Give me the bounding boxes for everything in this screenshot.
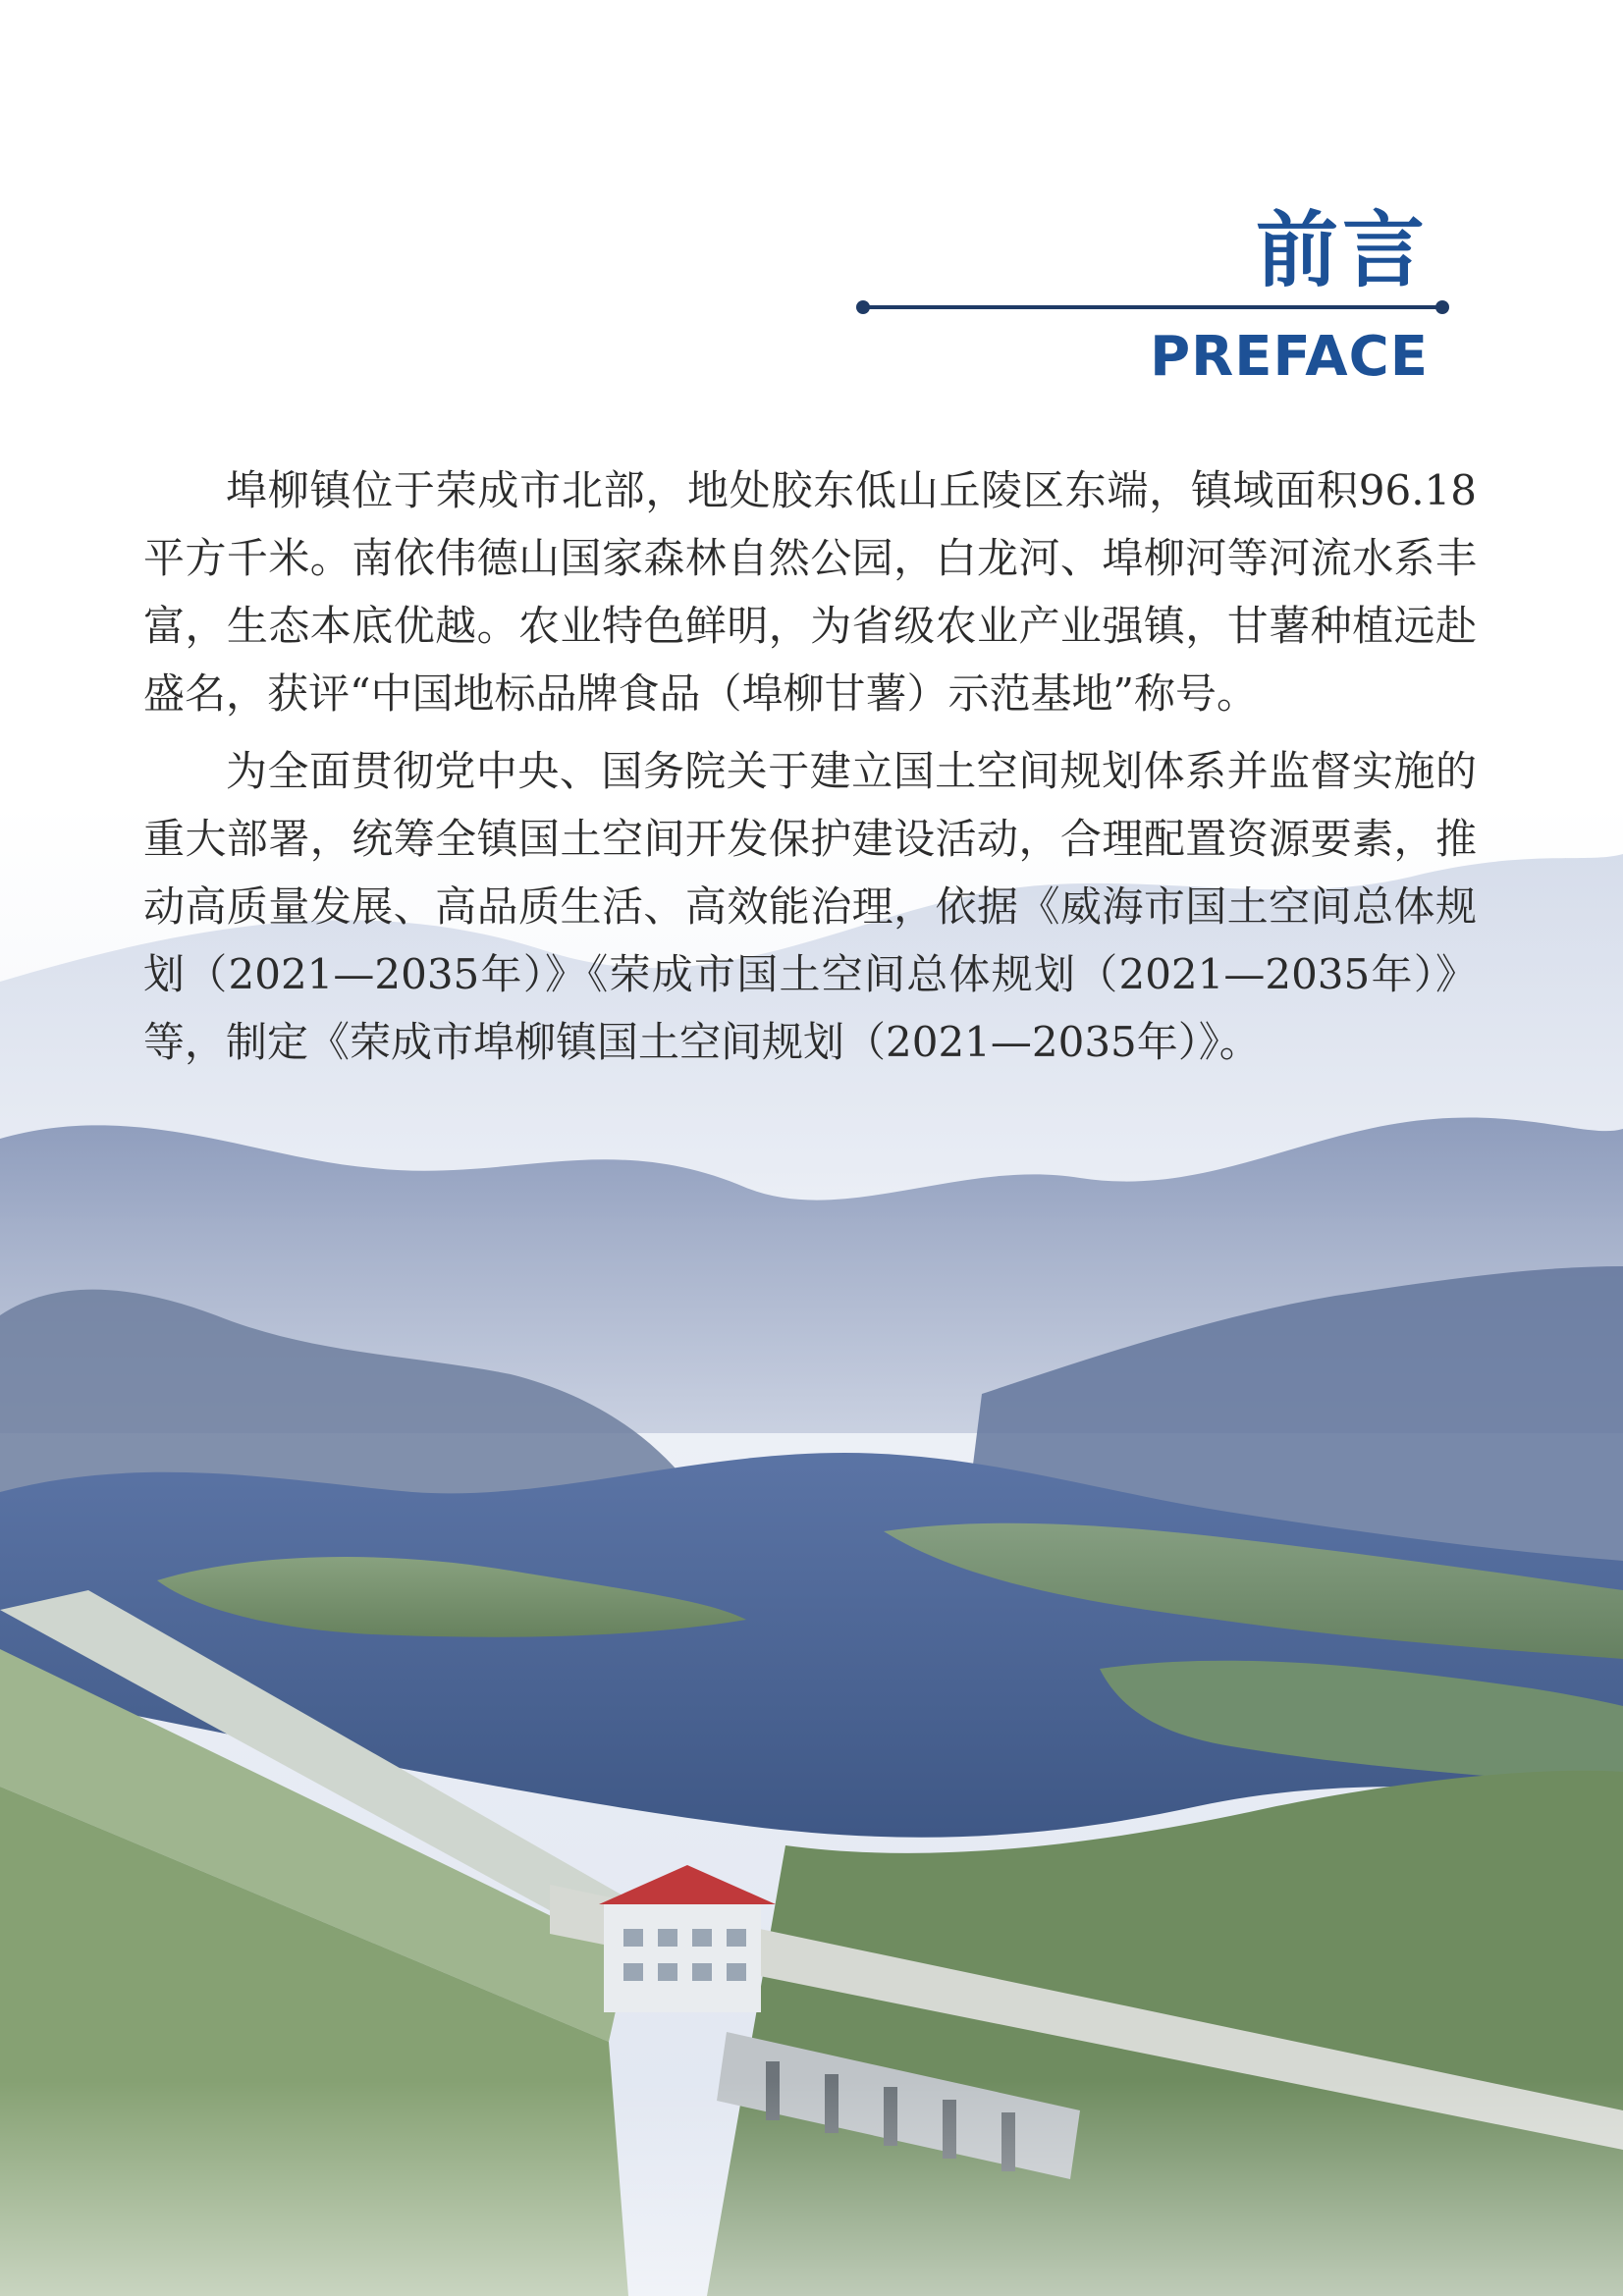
title-divider (862, 305, 1443, 309)
page-title: 前言 (1255, 202, 1429, 298)
preface-body (143, 456, 1477, 1086)
paragraph: 为全面贯彻党中央、国务院关于建立国土空间规划体系并监督实施的重大部署，统筹全镇国土空间开发保护建设活动，合理配置资源要素，推动高质量发展、高品质生活、高效能治理，依据《威海市国土空间总体规划（2021—2035年）》《荣成市国土空间总体规划（2021—2035年）》等，制定《荣成市埠柳镇国土空间规划（2021—2035年）》。 (143, 747, 1477, 1066)
page-subtitle: PREFACE (1150, 325, 1429, 389)
dot-icon (856, 300, 870, 314)
dot-icon (1435, 300, 1449, 314)
paragraph: 埠柳镇位于荣成市北部，地处胶东低山丘陵区东端，镇域面积96.18平方千米。南依伟德山国家森林自然公园，白龙河、埠柳河等河流水系丰富，生态本底优越。农业特色鲜明，为省级农业产业强镇，甘薯种植远赴盛名，获评“中国地标品牌食品（埠柳甘薯）示范基地”称号。 (143, 466, 1477, 718)
